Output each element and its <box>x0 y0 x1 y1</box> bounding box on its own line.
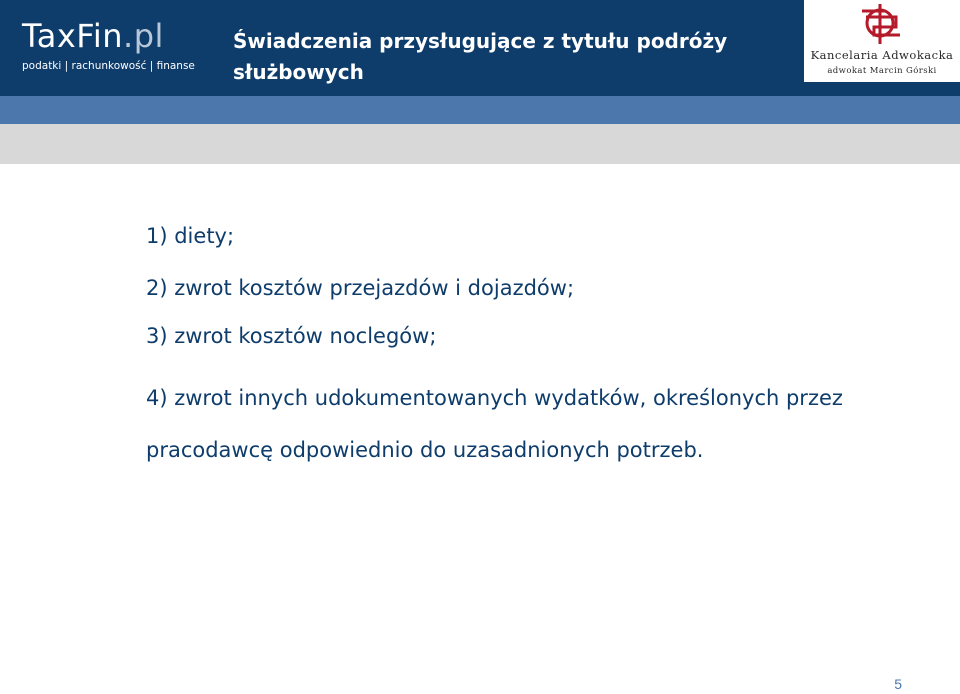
taxfin-tagline: podatki | rachunkowość | finanse <box>22 60 195 72</box>
header-stripe-blue <box>0 96 960 124</box>
taxfin-wordmark <box>22 18 202 54</box>
list-item: 1) diety; <box>146 224 235 248</box>
list-item: 4) zwrot innych udokumentowanych wydatków, określonych przez pracodawcę odpowiednio do uzasadnionych potrzeb. <box>146 386 843 462</box>
taxfin-brand-main: TaxFin <box>22 17 124 55</box>
page-number: 5 <box>894 676 902 692</box>
law-firm-logo <box>804 0 960 82</box>
header-stripe-gray <box>0 124 960 164</box>
taxfin-brand-suffix: .pl <box>123 17 164 55</box>
law-firm-emblem-icon <box>854 3 910 45</box>
taxfin-logo <box>22 18 202 78</box>
law-firm-name: Kancelaria Adwokacka <box>810 48 954 62</box>
list-item: 3) zwrot kosztów noclegów; <box>146 324 437 348</box>
list-item: 2) zwrot kosztów przejazdów i dojazdów; <box>146 276 575 300</box>
slide-title: Świadczenia przysługujące z tytułu podróży służbowych <box>233 29 728 84</box>
law-firm-lawyer: adwokat Marcin Górski <box>827 66 937 76</box>
